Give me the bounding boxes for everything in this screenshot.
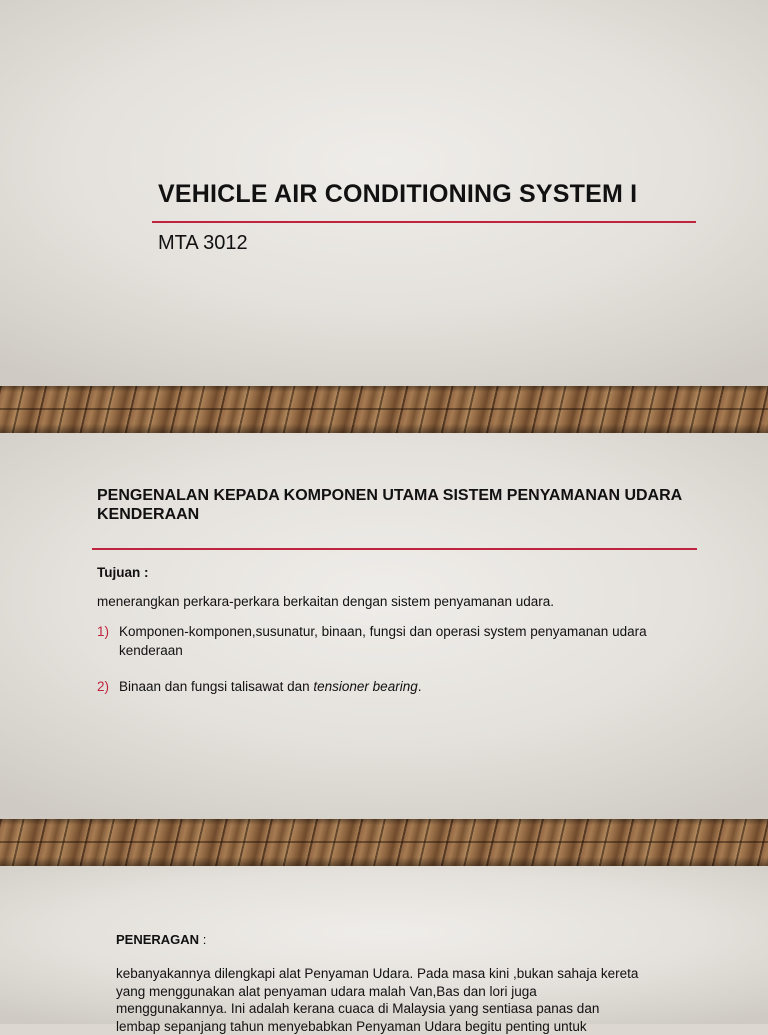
wood-floor-decoration — [0, 386, 768, 433]
slide-1-subtitle: MTA 3012 — [158, 232, 248, 254]
explanation-label-colon: : — [199, 932, 207, 947]
list-item-text: Komponen-komponen,susunatur, binaan, fungsi dan operasi system penyamanan udara kenderaan — [119, 624, 647, 658]
explanation-paragraph: kebanyakannya dilengkapi alat Penyaman Udara. Pada masa kini ,bukan sahaja kereta yang menggunakan alat penyaman udara malah Van,Bas dan lori juga menggunakannya. Ini adalah kerana cuaca di Malaysia yang sentiasa panas dan lembap sepanjang tahun menyebabkan Penyaman Udara begitu penting untuk — [116, 966, 639, 1034]
title-divider — [152, 221, 696, 223]
slide-3 — [0, 866, 768, 1034]
explanation-label — [116, 932, 206, 947]
list-item — [97, 622, 697, 660]
explanation-label-text: PENERAGAN — [116, 932, 200, 947]
objective-label: Tujuan : — [97, 565, 149, 580]
floor-seam — [0, 841, 768, 843]
title-divider — [92, 548, 697, 550]
floor-seam — [0, 408, 768, 410]
list-item-text-suffix: . — [417, 679, 422, 694]
objective-intro: menerangkan perkara-perkara berkaitan dengan sistem penyamanan udara. — [97, 594, 555, 609]
slide-2-title: PENGENALAN KEPADA KOMPONEN UTAMA SISTEM PENYAMANAN UDARA KENDERAAN — [97, 487, 682, 523]
list-item — [97, 677, 697, 696]
list-item-text — [119, 677, 697, 696]
slide-1 — [0, 0, 768, 386]
list-item-text-italic: tensioner bearing — [313, 679, 418, 694]
wood-floor-decoration — [0, 819, 768, 866]
list-number: 2) — [97, 679, 110, 694]
list-item-text-plain: Binaan dan fungsi talisawat dan — [119, 679, 314, 694]
list-number: 1) — [97, 624, 110, 639]
slide-1-title: VEHICLE AIR CONDITIONING SYSTEM I — [158, 180, 638, 208]
slide-2 — [0, 433, 768, 819]
